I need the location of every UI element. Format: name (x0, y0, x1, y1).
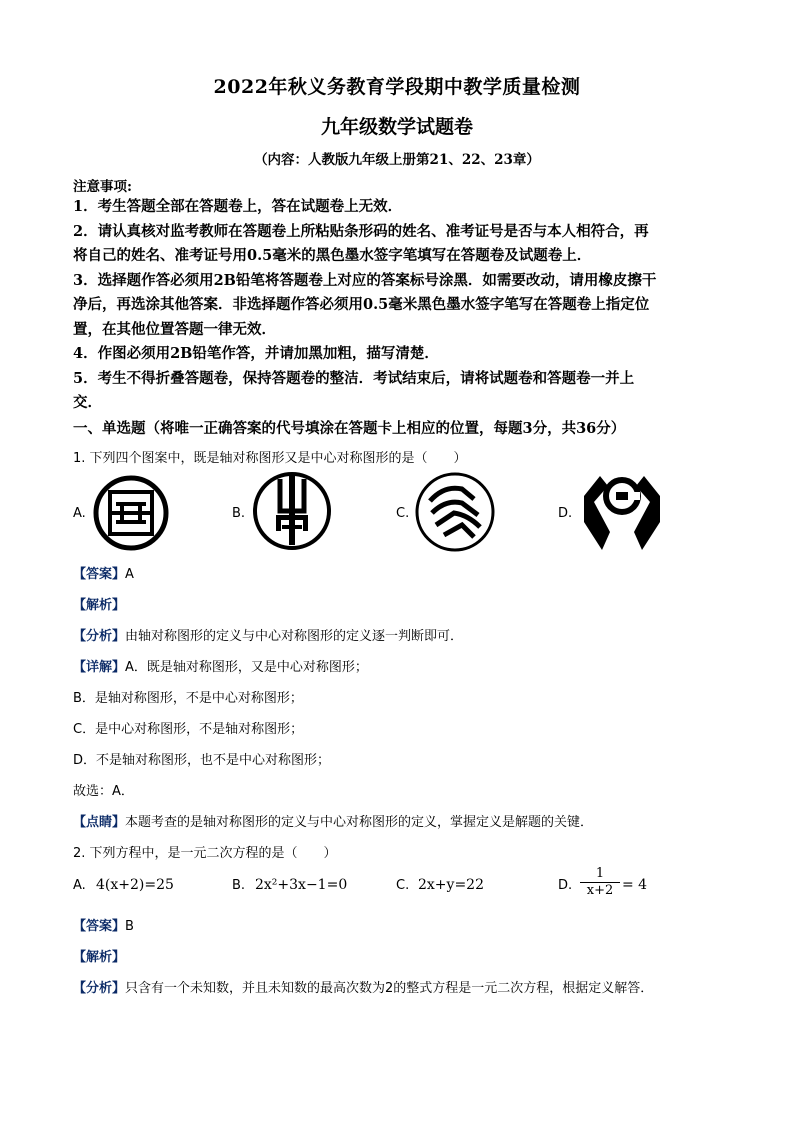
ccb-logo-icon (580, 472, 664, 554)
answer-tag: 【答案】 (73, 919, 126, 934)
q1-answer-line (73, 563, 134, 582)
abc-logo-icon (252, 471, 332, 551)
analysis-tag: 【解析】 (73, 598, 126, 613)
fenxi-tag: 【分析】 (73, 629, 126, 644)
paper-title: 九年级数学试题卷 (320, 116, 473, 138)
q2-answer-line (73, 915, 134, 934)
fenxi-text: 只含有一个未知数，并且未知数的最高次数为2的整式方程是一元二次方程，根据定义解答． (125, 981, 654, 996)
q2-option-b: 2x²+3x−1=0 (255, 877, 348, 893)
answer-tag: 【答案】 (73, 567, 126, 582)
q2-option-a-label: A. (73, 878, 86, 893)
notes-line: 1．考生答题全部在答题卷上，答在试题卷上无效． (73, 198, 403, 215)
analysis-tag: 【解析】 (73, 950, 126, 965)
section-heading: 一、单选题（将唯一正确答案的代号填涂在答题卡上相应的位置，每题3分，共36分） (73, 420, 626, 437)
fenxi-text: 由轴对称图形的定义与中心对称图形的定义逐一判断即可． (125, 629, 464, 644)
content-note: （内容：人教版九年级上册第21、22、23章） (254, 152, 540, 168)
answer-value: A (125, 567, 134, 582)
notes-line: 2．请认真核对监考教师在答题卷上所粘贴条形码的姓名、准考证号是否与本人相符合，再 (73, 222, 649, 240)
notes-line: 3．选择题作答必须用2B铅笔将答题卷上对应的答案标号涂黑．如需要改动，请用橡皮擦干 (73, 271, 657, 289)
notes-line: 交． (73, 394, 102, 411)
option-a-label: A. (73, 506, 86, 521)
notes-line: 置，在其他位置答题一律无效． (73, 320, 276, 338)
q2-option-d-label: D. (558, 878, 573, 893)
q2-option-d-denominator: x+2 (580, 882, 620, 898)
detail-c: C．是中心对称图形，不是轴对称图形； (73, 722, 304, 737)
detail-a: A．既是轴对称图形，又是中心对称图形； (125, 660, 368, 675)
question-2-stem: 2. 下列方程中，是一元二次方程的是（ ） (73, 846, 337, 861)
dianjing-text: 本题考查的是轴对称图形的定义与中心对称图形的定义，掌握定义是解题的关键． (125, 815, 594, 830)
q2-option-d-numerator: 1 (595, 866, 605, 881)
option-c-label: C. (396, 506, 410, 521)
q1-detail-line (73, 656, 368, 675)
notes-heading: 注意事项: (73, 179, 132, 195)
q2-option-c-label: C. (396, 878, 410, 893)
answer-value: B (125, 919, 134, 934)
notes-line: 5．考生不得折叠答题卷，保持答题卷的整洁．考试结束后，请将试题卷和答题卷一并上 (73, 369, 635, 387)
q1-dianjing-line (73, 811, 593, 830)
question-1-stem: 1. 下列四个图案中，既是轴对称图形又是中心对称图形的是（ ） (73, 451, 467, 466)
q1-choice: 故选：A． (73, 784, 134, 799)
notes-line: 将自己的姓名、准考证号用0.5毫米的黑色墨水签字笔填写在答题卷及试题卷上． (73, 247, 592, 264)
q2-fenxi-line (73, 977, 653, 996)
q1-analysis-line (73, 594, 125, 613)
exam-title: 2022年秋义务教育学段期中教学质量检测 (213, 76, 581, 98)
q2-option-b-label: B. (232, 878, 246, 893)
fenxi-tag: 【分析】 (73, 981, 126, 996)
notes-line: 净后，再选涂其他答案．非选择题作答必须用0.5毫米黑色墨水签字笔写在答题卷上指定位 (73, 296, 650, 313)
notes-list (73, 195, 723, 416)
q1-fenxi-line (73, 625, 463, 644)
dianjing-tag: 【点睛】 (73, 815, 126, 830)
detail-d: D．不是轴对称图形，也不是中心对称图形； (73, 753, 331, 768)
q2-option-d-rhs: = 4 (622, 877, 648, 893)
q2-option-c: 2x+y=22 (418, 877, 484, 893)
q2-analysis-line (73, 946, 125, 965)
q2-option-d-fraction (580, 866, 620, 898)
china-mobile-logo-icon (414, 471, 496, 553)
detail-tag: 【详解】 (73, 660, 126, 675)
q2-option-a: 4(x+2)=25 (96, 877, 174, 893)
icbc-logo-icon (92, 474, 170, 552)
detail-b: B．是轴对称图形，不是中心对称图形； (73, 691, 303, 706)
option-b-label: B. (232, 506, 246, 521)
notes-line: 4．作图必须用2B铅笔作答，并请加黑加粗，描写清楚． (73, 345, 439, 362)
option-d-label: D. (558, 506, 573, 521)
